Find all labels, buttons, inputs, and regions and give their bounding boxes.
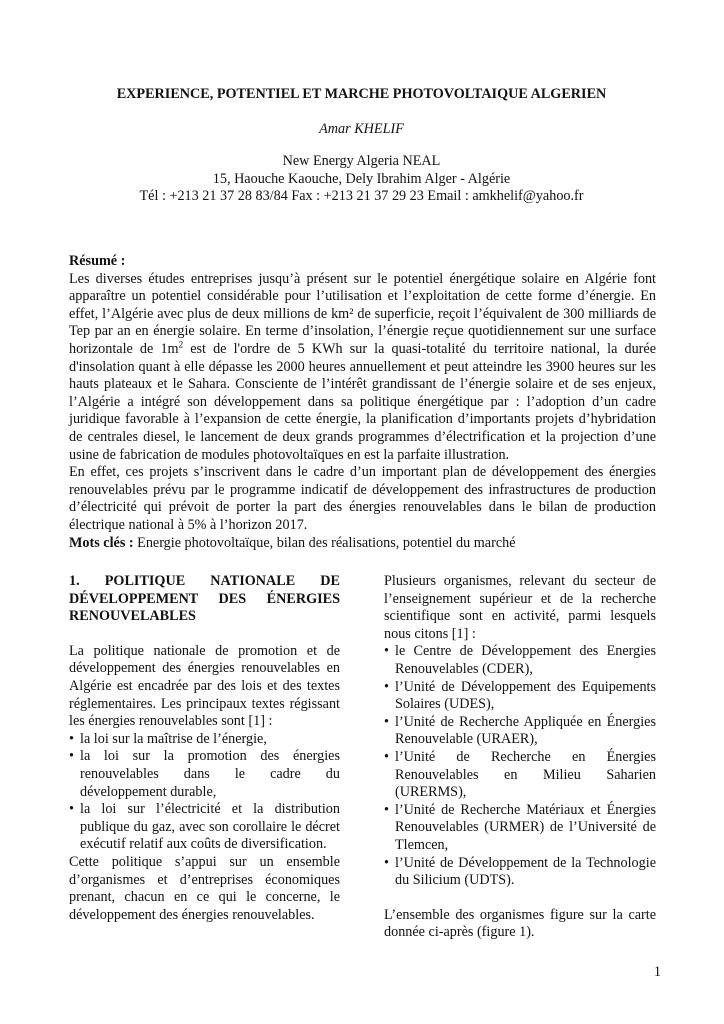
section-intro: La politique nationale de promotion et de développement des énergies renouvelables en Algérie est encadrée par des lois et des textes réglementaires. Les principaux textes régissant les énergies renouvelables sont [1] : bbox=[69, 642, 340, 730]
paper-title: EXPERIENCE, POTENTIEL ET MARCHE PHOTOVOLTAIQUE ALGERIEN bbox=[116, 86, 607, 102]
right-column bbox=[384, 573, 656, 942]
keywords-line bbox=[69, 535, 656, 553]
section-title: 1. POLITIQUE NATIONALE DE DÉVELOPPEMENT DES ÉNERGIES RENOUVELABLES bbox=[69, 573, 340, 625]
paragraph-spacer bbox=[384, 890, 656, 907]
left-column bbox=[69, 573, 340, 924]
list-item: • l’Unité de Recherche Matériaux et Énergies Renouvelables (URMER) de l’Université de Tlemcen, bbox=[384, 802, 656, 855]
affiliation-organization: New Energy Algeria NEAL bbox=[282, 153, 441, 169]
affiliation-block bbox=[70, 153, 653, 206]
author-name: Amar KHELIF bbox=[319, 121, 404, 137]
abstract-paragraph-1 bbox=[69, 271, 656, 465]
list-item: • l’Unité de Recherche Appliquée en Énergies Renouvelable (URAER), bbox=[384, 714, 656, 749]
keywords-label: Mots clés : bbox=[69, 534, 134, 551]
abstract-text-part-1: Les diverses études entreprises jusqu’à présent sur le potentiel énergétique solaire en Algérie font apparaître un potentiel considérable pour l’utilisation et l’exploitation de cette forme d’énergie. En effet, l’Algérie avec plus de deux millions de km² de superficie, reçoit l’équivalent de 300 milliards de Tep par an en énergie solaire. En terme d’insolation, l’énergie reçue quotidiennement sur une surface horizontale de 1m bbox=[69, 270, 656, 357]
page-number: 1 bbox=[653, 964, 661, 980]
list-item: • le Centre de Développement des Energies Renouvelables (CDER), bbox=[384, 643, 656, 678]
abstract-paragraph-2: En effet, ces projets s’inscrivent dans le cadre d’un important plan de développement des énergies renouvelables prévu par le programme indicatif de développement des infrastructures de production d’électricité qui prévoit de porter la part des énergies renouvelables dans le bilan de production électrique national à 5% à l’horizon 2017. bbox=[69, 464, 656, 533]
organisms-closing: L’ensemble des organismes figure sur la carte donnée ci-après (figure 1). bbox=[384, 906, 656, 941]
keywords-text: Energie photovoltaïque, bilan des réalisations, potentiel du marché bbox=[133, 534, 516, 551]
list-item: • l’Unité de Développement de la Technologie du Silicium (UDTS). bbox=[384, 855, 656, 890]
abstract-heading: Résumé : bbox=[69, 253, 126, 269]
list-item: • la loi sur la maîtrise de l’énergie, bbox=[69, 731, 340, 749]
laws-list bbox=[69, 731, 340, 854]
abstract-text-part-2: est de l'ordre de 5 KWh sur la quasi-totalité du territoire national, la durée d'insolation quant à elle dépasse les 2000 heures annuellement et peut atteindre les 3900 heures sur les hauts plateaux et le Sahara. Consciente de l’intérêt grandissant de l’énergie solaire et de ses enjeux, l’Algérie a intégré son développement dans sa politique énergétique par : l’adoption d’un cadre juridique favorable à l’expansion de cette énergie, la planification d’importants projets d’hybridation de centrales diesel, le lancement de deux grands programmes d’électrification et la projection d’une usine de fabrication de modules photovoltaïques en est la parfaite illustration. bbox=[69, 340, 656, 463]
organisms-list bbox=[384, 643, 656, 889]
list-item: • l’Unité de Développement des Equipements Solaires (UDES), bbox=[384, 679, 656, 714]
list-item: • l’Unité de Recherche en Énergies Renouvelables en Milieu Saharien (URERMS), bbox=[384, 749, 656, 802]
list-item: • la loi sur la promotion des énergies renouvelables dans le cadre du développement durable, bbox=[69, 748, 340, 801]
organisms-intro: Plusieurs organismes, relevant du secteur de l’enseignement supérieur et de la recherche scientifique sont en activité, parmi lesquels nous citons [1] : bbox=[384, 573, 656, 642]
section-closing: Cette politique s’appui sur un ensemble d’organismes et d’entreprises économiques prenant, chacun en ce qui le concerne, le développement des énergies renouvelables. bbox=[69, 853, 340, 923]
list-item: • la loi sur l’électricité et la distribution publique du gaz, avec son corollaire le décret exécutif relatif aux coûts de diversification. bbox=[69, 801, 340, 854]
affiliation-contact: Tél : +213 21 37 28 83/84 Fax : +213 21 37 29 23 Email : amkhelif@yahoo.fr bbox=[139, 188, 584, 205]
superscript-exponent: 2 bbox=[178, 339, 184, 350]
abstract-section bbox=[69, 253, 656, 552]
affiliation-address: 15, Haouche Kaouche, Dely Ibrahim Alger - Algérie bbox=[212, 170, 511, 187]
